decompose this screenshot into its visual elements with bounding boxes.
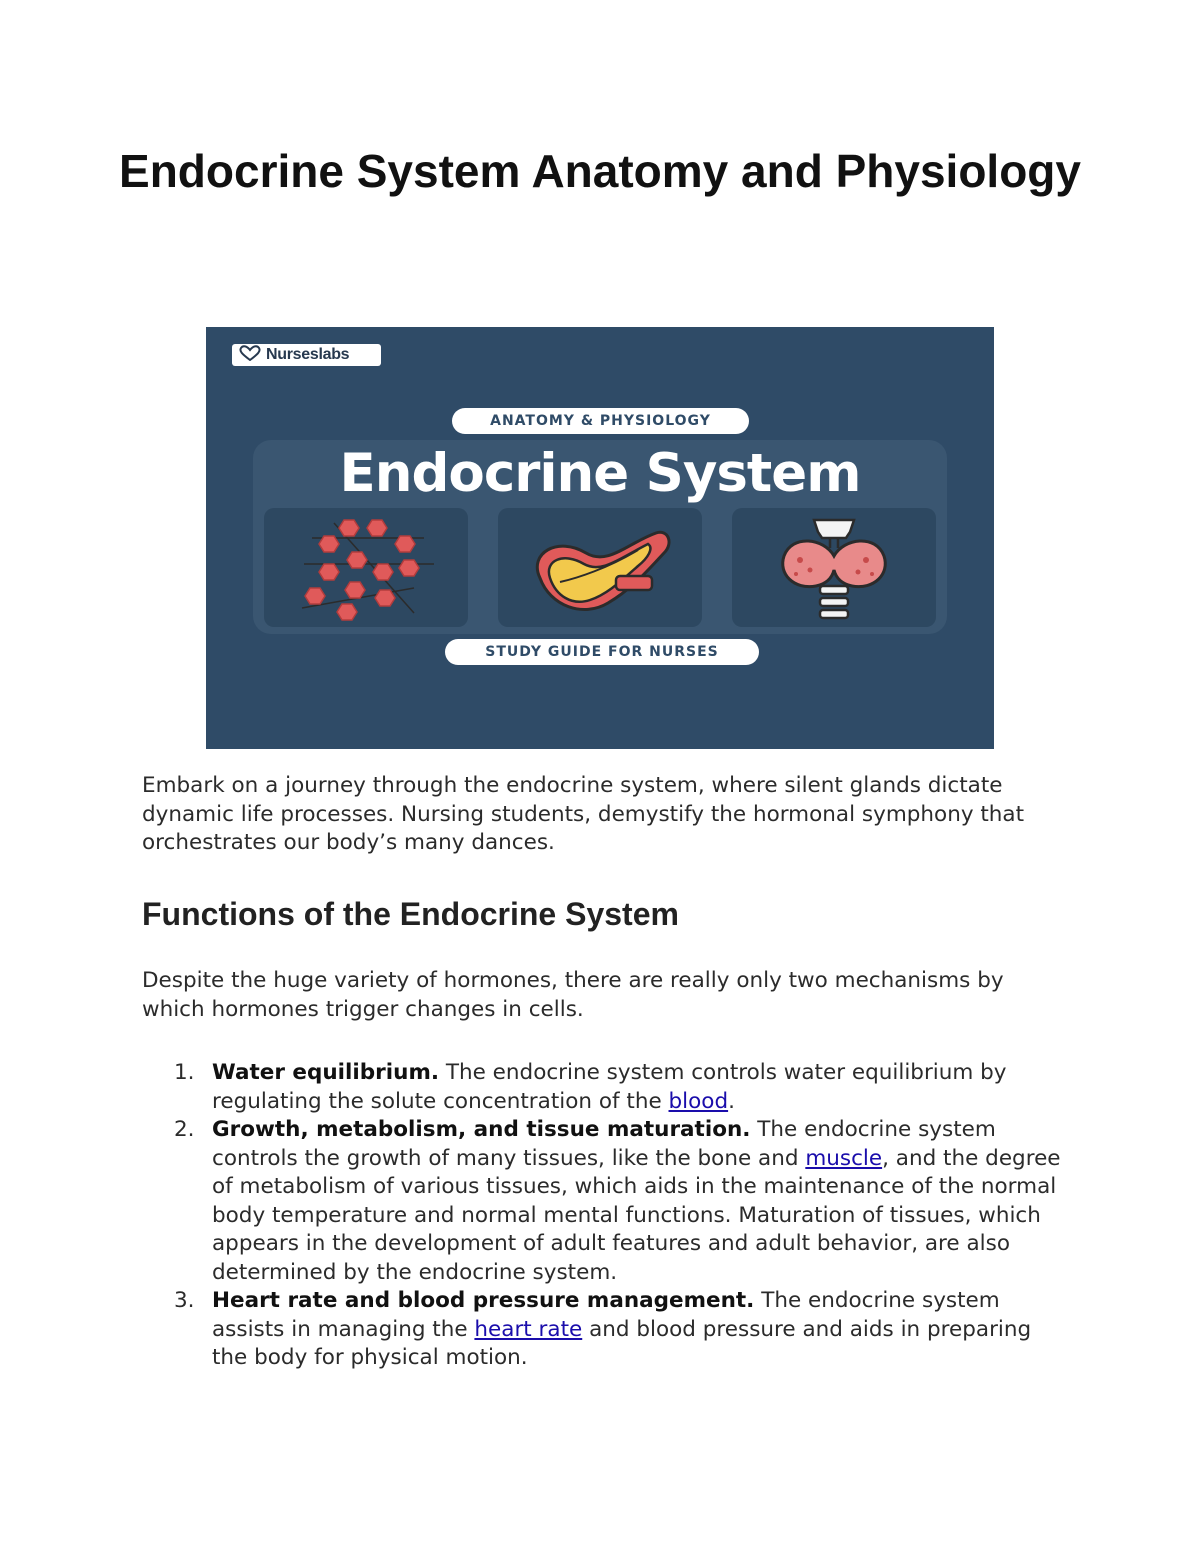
item-text: .	[728, 1088, 735, 1114]
hormone-molecule-box	[264, 508, 468, 627]
study-guide-pill: STUDY GUIDE FOR NURSES	[445, 639, 759, 665]
list-number: 3.	[174, 1288, 195, 1313]
item-title: Water equilibrium.	[212, 1060, 440, 1085]
banner-heading: Endocrine System	[339, 443, 861, 504]
functions-intro-paragraph: Despite the huge variety of hormones, there are really only two mechanisms by which hormones trigger changes in cells.	[142, 968, 1004, 1022]
intro-paragraph: Embark on a journey through the endocrine system, where silent glands dictate dynamic life processes. Nursing students, demystify the hormonal symphony that orchestrates our body’s many dances.	[142, 773, 1025, 855]
item-text: and blood pressure and aids in preparing the body for physical motion.	[212, 1316, 1032, 1370]
logo-text: Nurseslabs	[266, 346, 350, 363]
functions-list	[142, 1059, 1062, 1373]
item-text: , and the degree of metabolism of various tissues, which aids in the maintenance of the normal body temperature and normal mental functions. Maturation of tissues, which appears in the development of adult features and adult behavior, are also determined by the endocrine system.	[212, 1145, 1061, 1285]
list-number: 1.	[174, 1060, 195, 1085]
item-text: The endocrine system controls the growth of many tissues, like the bone and	[212, 1117, 996, 1171]
nurseslabs-logo	[232, 344, 381, 366]
list-item	[142, 1116, 1062, 1287]
functions-heading: Functions of the Endocrine System	[142, 896, 679, 932]
heart-stethoscope-icon	[238, 345, 262, 365]
item-title: Heart rate and blood pressure management.	[212, 1288, 755, 1313]
anatomy-physiology-pill: ANATOMY & PHYSIOLOGY	[452, 408, 749, 434]
thyroid-box	[732, 508, 936, 627]
pancreas-box	[498, 508, 702, 627]
item-text: The endocrine system controls water equilibrium by regulating the solute concentration of the	[212, 1060, 1007, 1114]
blood-link[interactable]: blood	[668, 1088, 729, 1114]
muscle-link[interactable]: muscle	[805, 1145, 883, 1171]
item-title: Growth, metabolism, and tissue maturation.	[212, 1117, 751, 1142]
item-text: The endocrine system assists in managing the	[212, 1288, 1000, 1342]
list-item	[142, 1059, 1062, 1116]
page-title: Endocrine System Anatomy and Physiology	[119, 145, 1081, 197]
banner-image	[206, 327, 994, 749]
heart-rate-link[interactable]: heart rate	[474, 1316, 583, 1342]
list-number: 2.	[174, 1117, 195, 1142]
list-item	[142, 1287, 1062, 1373]
